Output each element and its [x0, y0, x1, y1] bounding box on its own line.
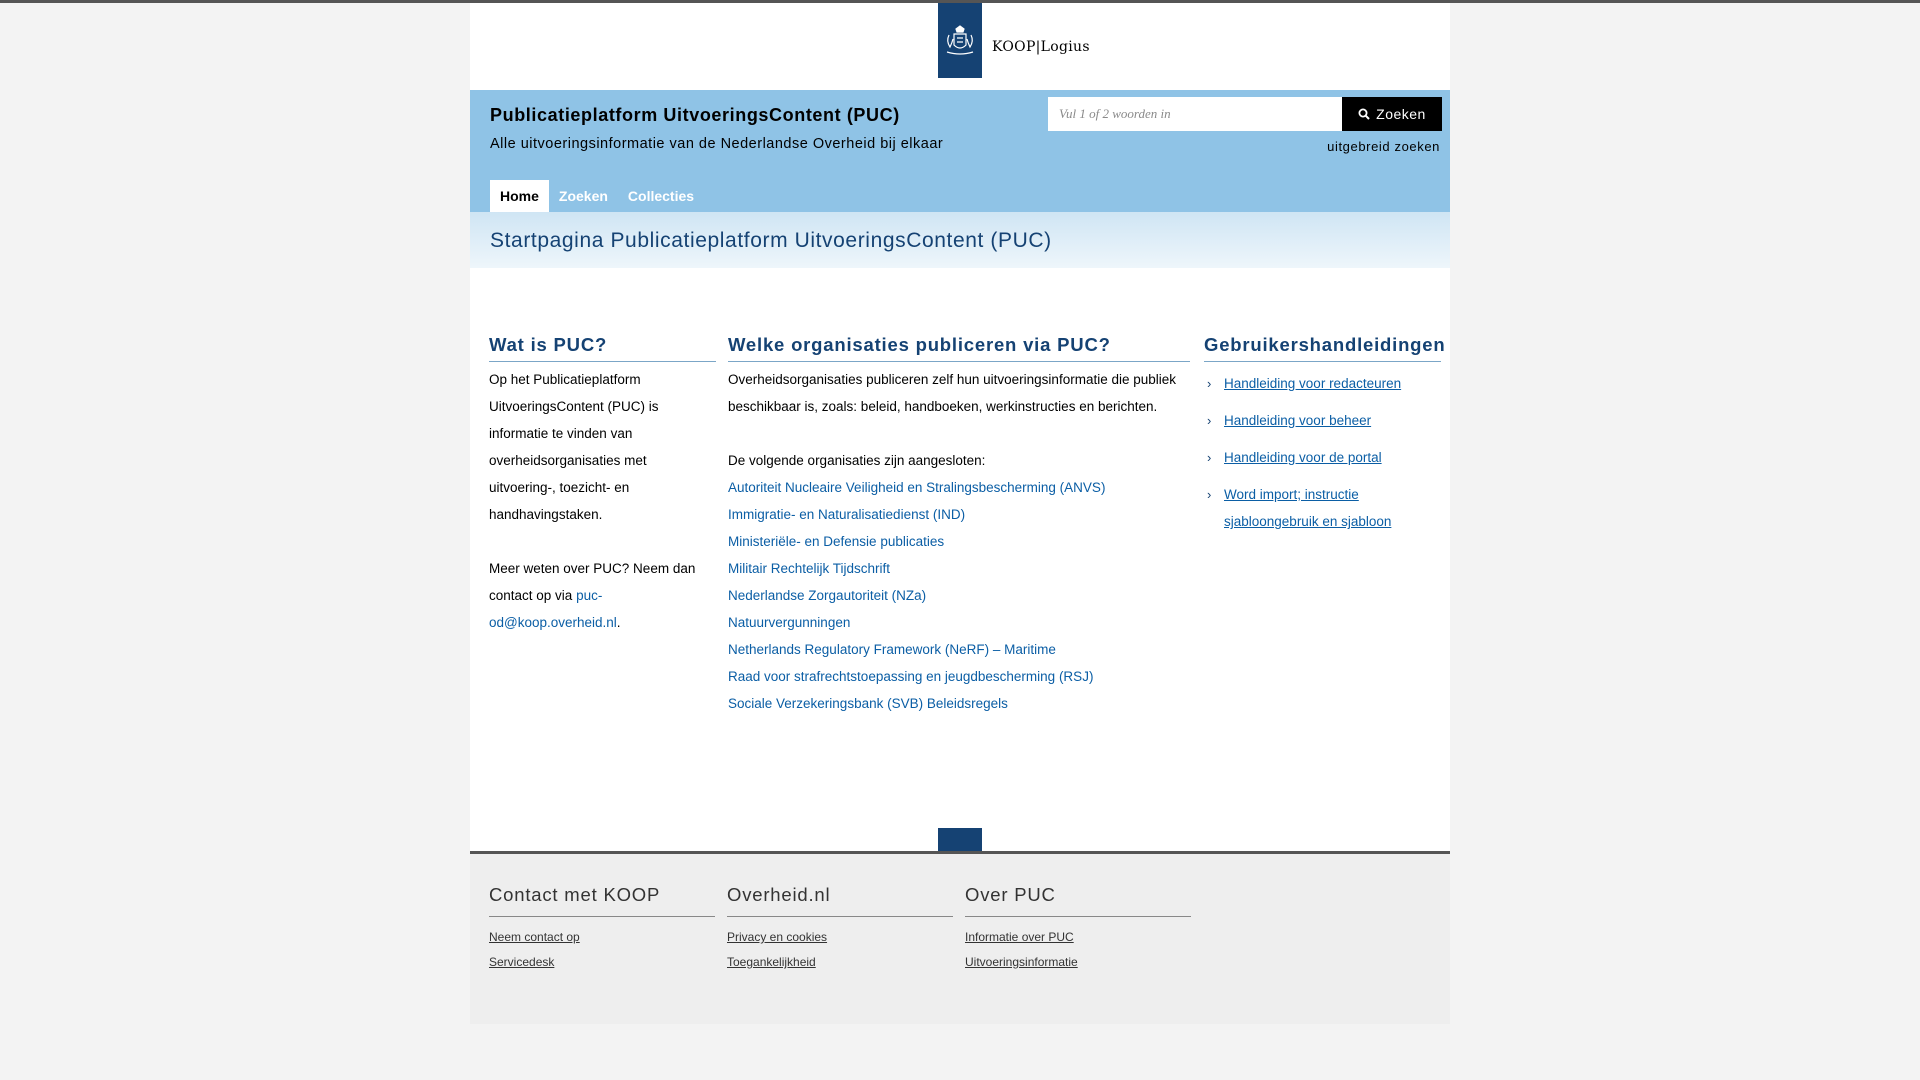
organisations-intro: Overheidsorganisaties publiceren zelf hun uitvoeringsinformatie die publiek beschikbaar is, zoals: beleid, handboeken, werkinstructies en berichten. [728, 372, 1177, 414]
manual-link-beheer[interactable]: Handleiding voor beheer [1224, 413, 1372, 428]
site-header [470, 90, 1450, 212]
footer-column-contact [489, 884, 715, 975]
site-subtitle: Alle uitvoeringsinformatie van de Nederlandse Overheid bij elkaar [490, 136, 944, 152]
list-item [728, 582, 1190, 609]
manuals-list [1204, 370, 1431, 535]
footer-link-contact[interactable]: Neem contact op [489, 930, 580, 944]
footer-link-accessibility[interactable]: Toegankelijkheid [727, 955, 816, 969]
logo-bar [470, 3, 1450, 89]
chevron-right-icon: › [1207, 376, 1212, 391]
search-input[interactable] [1048, 97, 1342, 131]
search-button[interactable] [1342, 97, 1442, 131]
coat-of-arms-icon [943, 25, 977, 57]
chevron-right-icon: › [1207, 487, 1212, 502]
list-item [728, 690, 1190, 717]
footer-column-overheid [727, 884, 953, 975]
list-item [1204, 481, 1431, 535]
page-title: Startpagina Publicatieplatform UitvoeringsContent (PUC) [490, 229, 1052, 252]
footer-heading: Overheid.nl [727, 884, 953, 917]
footer-heading: Over PUC [965, 884, 1191, 917]
manual-link-word-import[interactable]: Word import; instructie sjabloongebruik en sjabloon [1224, 487, 1392, 529]
search-icon [1358, 108, 1370, 120]
what-is-puc-intro: Op het Publicatieplatform UitvoeringsContent (PUC) is informatie te vinden van overheidsorganisaties met uitvoering-, toezicht- en handhavingstaken. [489, 372, 659, 522]
list-item [1204, 407, 1431, 434]
manuals-section [1204, 334, 1446, 545]
organisations-list [728, 474, 1190, 717]
organisations-heading: Welke organisaties publiceren via PUC? [728, 334, 1190, 362]
manuals-heading: Gebruikershandleidingen [1204, 334, 1441, 362]
organisation-link-nerf[interactable]: Netherlands Regulatory Framework (NeRF) – Maritime [728, 642, 1056, 657]
footer-tab [938, 828, 982, 851]
organisations-section [728, 334, 1190, 717]
site-title[interactable]: Publicatieplatform UitvoeringsContent (PUC) [490, 105, 900, 125]
list-item [1204, 444, 1431, 471]
list-item [728, 501, 1190, 528]
page-container [470, 3, 1450, 1021]
list-item [728, 555, 1190, 582]
footer-heading: Contact met KOOP [489, 884, 715, 917]
contact-prefix: Meer weten over PUC? Neem dan contact op via [489, 561, 696, 603]
organisation-link-anvs[interactable]: Autoriteit Nucleaire Veiligheid en Stralingsbescherming (ANVS) [728, 480, 1106, 495]
logo-text: KOOP|Logius [992, 39, 1090, 55]
chevron-right-icon: › [1207, 450, 1212, 465]
organisation-link-natuurvergunningen[interactable]: Natuurvergunningen [728, 615, 851, 630]
footer-link-uitvoeringsinformatie[interactable]: Uitvoeringsinformatie [965, 955, 1078, 969]
contact-suffix: . [616, 615, 621, 630]
nav-item-collecties[interactable]: Collecties [627, 188, 695, 204]
footer-link-privacy[interactable]: Privacy en cookies [727, 930, 828, 944]
organisation-link-ind[interactable]: Immigratie- en Naturalisatiedienst (IND) [728, 507, 966, 522]
organisation-link-mrt[interactable]: Militair Rechtelijk Tijdschrift [728, 561, 891, 576]
list-item [728, 636, 1190, 663]
organisation-link-rsj[interactable]: Raad voor strafrechtstoepassing en jeugdbescherming (RSJ) [728, 669, 1094, 684]
nav-item-home[interactable]: Home [490, 180, 549, 212]
footer [470, 851, 1450, 1024]
manual-link-portal[interactable]: Handleiding voor de portal [1224, 450, 1382, 465]
organisation-link-nza[interactable]: Nederlandse Zorgautoriteit (NZa) [728, 588, 927, 603]
footer-column-about [965, 884, 1191, 975]
organisation-link-svb[interactable]: Sociale Verzekeringsbank (SVB) Beleidsregels [728, 696, 1008, 711]
list-item [728, 663, 1190, 690]
footer-link-servicedesk[interactable]: Servicedesk [489, 955, 555, 969]
what-is-puc-section [489, 334, 716, 636]
search-button-label: Zoeken [1376, 106, 1426, 122]
list-item [1204, 370, 1431, 397]
organisations-list-intro: De volgende organisaties zijn aangesloten: [728, 453, 986, 468]
list-item [728, 474, 1190, 501]
footer-link-about-puc[interactable]: Informatie over PUC [965, 930, 1074, 944]
government-logo[interactable] [938, 3, 982, 78]
page-title-band [470, 212, 1450, 268]
contact-paragraph [489, 555, 716, 636]
nav-item-zoeken[interactable]: Zoeken [558, 188, 608, 204]
list-item [728, 609, 1190, 636]
list-item [728, 528, 1190, 555]
manual-link-redacteuren[interactable]: Handleiding voor redacteuren [1224, 376, 1402, 391]
advanced-search-link[interactable]: uitgebreid zoeken [1327, 139, 1440, 154]
organisation-link-defensie[interactable]: Ministeriële- en Defensie publicaties [728, 534, 945, 549]
what-is-puc-heading: Wat is PUC? [489, 334, 716, 362]
main-nav [490, 180, 704, 212]
chevron-right-icon: › [1207, 413, 1212, 428]
contact-email-link[interactable]: puc-od@koop.overheid.nl [489, 588, 617, 630]
